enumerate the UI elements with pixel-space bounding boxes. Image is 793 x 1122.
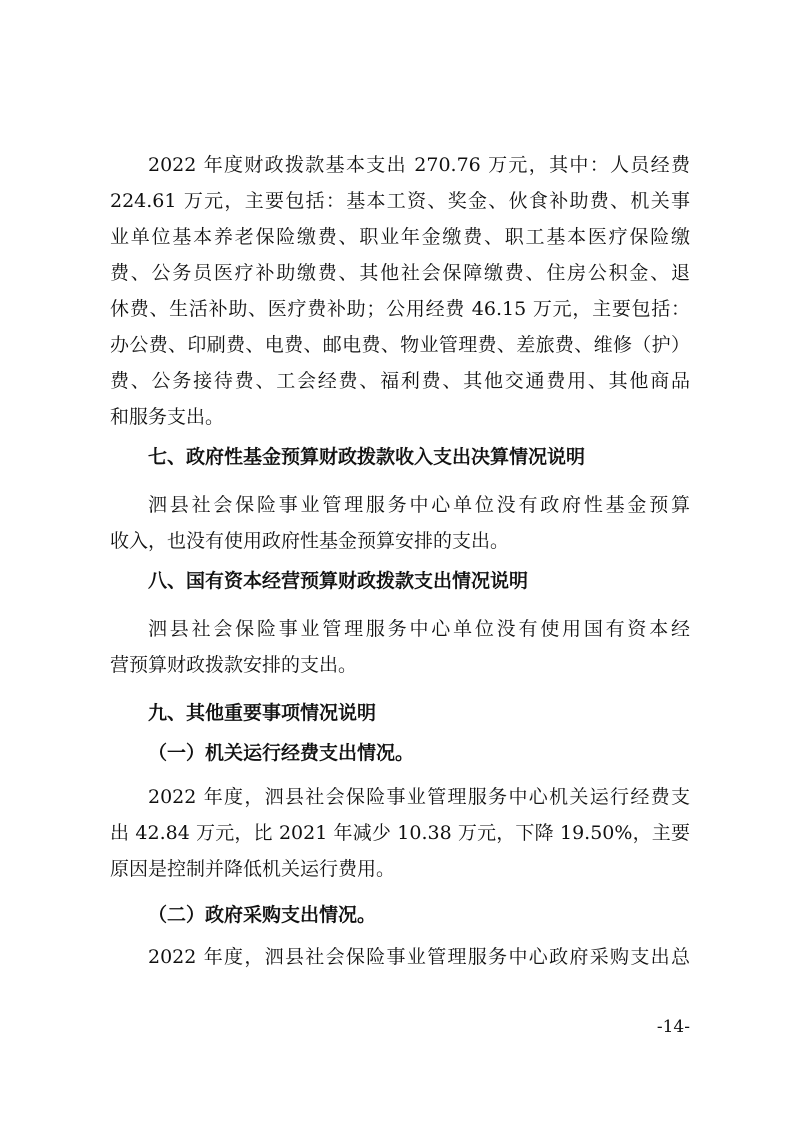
section-heading: 七、政府性基金预算财政拨款收入支出决算情况说明 — [148, 446, 586, 468]
paragraph-line: 出 42.84 万元，比 2021 年减少 10.38 万元，下降 19.50%，主要 — [110, 822, 690, 844]
paragraph-line: 原因是控制并降低机关运行费用。 — [110, 858, 396, 880]
paragraph-line: 2022 年度，泗县社会保险事业管理服务中心机关运行经费支 — [148, 786, 690, 808]
paragraph-line: 费、公务接待费、工会经费、福利费、其他交通费用、其他商品 — [110, 370, 690, 392]
document-page — [110, 0, 690, 1122]
paragraph-line: 2022 年度财政拨款基本支出 270.76 万元，其中：人员经费 — [148, 154, 690, 176]
paragraph-line: 营预算财政拨款安排的支出。 — [110, 654, 358, 676]
page-number: -14- — [656, 1017, 690, 1037]
paragraph-line: 224.61 万元，主要包括：基本工资、奖金、伙食补助费、机关事 — [110, 190, 690, 212]
section-heading: 九、其他重要事项情况说明 — [148, 702, 377, 724]
paragraph-line: 泗县社会保险事业管理服务中心单位没有政府性基金预算 — [148, 494, 690, 516]
section-heading: 八、国有资本经营预算财政拨款支出情况说明 — [148, 570, 529, 592]
paragraph-line: 休费、生活补助、医疗费补助；公用经费 46.15 万元，主要包括： — [110, 298, 690, 320]
paragraph-line: 泗县社会保险事业管理服务中心单位没有使用国有资本经 — [148, 618, 690, 640]
paragraph-line: 收入，也没有使用政府性基金预算安排的支出。 — [110, 530, 510, 552]
subsection-heading: （二）政府采购支出情况。 — [148, 904, 377, 926]
paragraph-line: 业单位基本养老保险缴费、职业年金缴费、职工基本医疗保险缴 — [110, 226, 690, 248]
paragraph-line: 办公费、印刷费、电费、邮电费、物业管理费、差旅费、维修（护） — [110, 334, 690, 356]
paragraph-line: 费、公务员医疗补助缴费、其他社会保障缴费、住房公积金、退 — [110, 262, 690, 284]
subsection-heading: （一）机关运行经费支出情况。 — [148, 742, 415, 764]
paragraph-line: 和服务支出。 — [110, 406, 225, 428]
paragraph-line: 2022 年度，泗县社会保险事业管理服务中心政府采购支出总 — [148, 946, 690, 968]
